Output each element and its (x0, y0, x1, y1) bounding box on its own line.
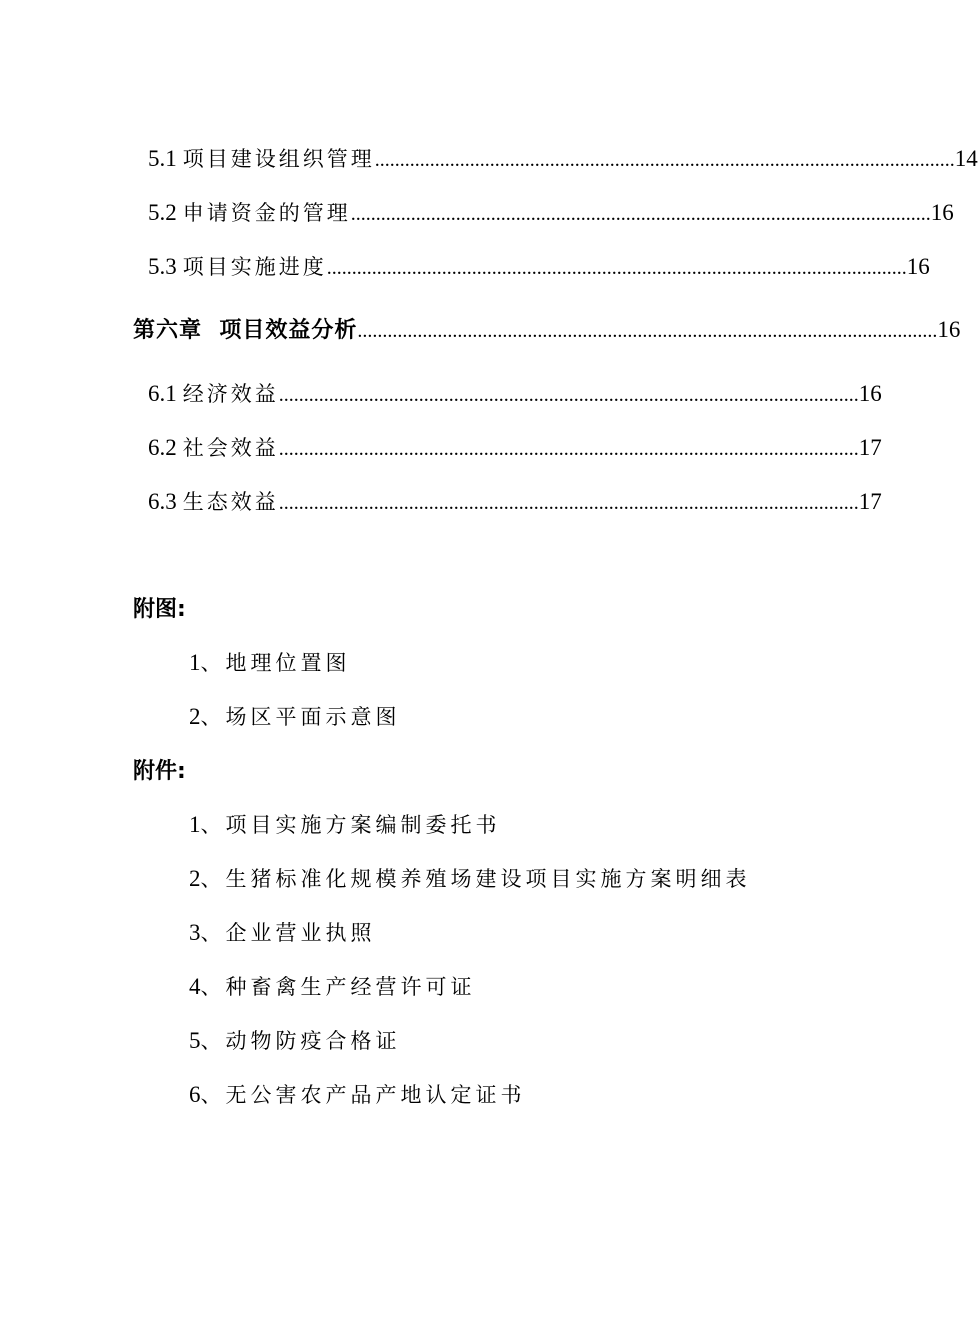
toc-leader: .................................................................................................................... (357, 320, 938, 342)
toc-chapter-title: 第六章 项目效益分析 (133, 318, 358, 343)
toc-entry-6-1[interactable] (148, 379, 882, 410)
toc-entry-6-2[interactable] (148, 433, 882, 464)
figure-item: 1、地理位置图 (189, 650, 351, 675)
toc-title: 经济效益 (182, 382, 279, 406)
toc-page-number: 17 (858, 489, 882, 514)
toc-title: 生态效益 (182, 490, 279, 514)
attachments-heading: 附件: (133, 759, 186, 784)
toc-page-number: 16 (937, 317, 961, 342)
toc-title: 项目建设组织管理 (182, 147, 375, 171)
toc-page-number: 16 (858, 381, 882, 406)
toc-leader: .................................................................................................................... (278, 438, 859, 460)
toc-leader: .................................................................................................................... (374, 149, 955, 171)
attachment-item: 3、企业营业执照 (189, 920, 376, 945)
toc-leader: .................................................................................................................... (326, 257, 907, 279)
attachment-item: 1、项目实施方案编制委托书 (189, 812, 501, 837)
toc-leader: .................................................................................................................... (278, 384, 859, 406)
figure-item: 2、场区平面示意图 (189, 704, 401, 729)
toc-number: 5.3 (148, 254, 177, 279)
toc-page-number: 16 (930, 200, 954, 225)
toc-chapter-6[interactable] (133, 315, 961, 346)
attachment-item: 5、动物防疫合格证 (189, 1028, 401, 1053)
toc-number: 6.3 (148, 489, 177, 514)
toc-title: 项目实施进度 (182, 255, 327, 279)
toc-number: 6.1 (148, 381, 177, 406)
toc-entry-5-1[interactable] (148, 144, 978, 175)
toc-title: 社会效益 (182, 436, 279, 460)
toc-entry-6-3[interactable] (148, 487, 882, 518)
toc-page-number: 14 (954, 146, 978, 171)
toc-number: 6.2 (148, 435, 177, 460)
attachment-item: 6、无公害农产品产地认定证书 (189, 1082, 526, 1107)
figures-heading: 附图: (133, 597, 186, 622)
toc-title: 申请资金的管理 (182, 201, 351, 225)
toc-entry-5-3[interactable] (148, 252, 930, 283)
toc-page-number: 17 (858, 435, 882, 460)
toc-entry-5-2[interactable] (148, 198, 954, 229)
attachment-item: 2、生猪标准化规模养殖场建设项目实施方案明细表 (189, 866, 751, 891)
toc-number: 5.1 (148, 146, 177, 171)
toc-page-number: 16 (906, 254, 930, 279)
toc-leader: .................................................................................................................... (278, 492, 859, 514)
toc-leader: .................................................................................................................... (350, 203, 931, 225)
toc-number: 5.2 (148, 200, 177, 225)
attachment-item: 4、种畜禽生产经营许可证 (189, 974, 476, 999)
